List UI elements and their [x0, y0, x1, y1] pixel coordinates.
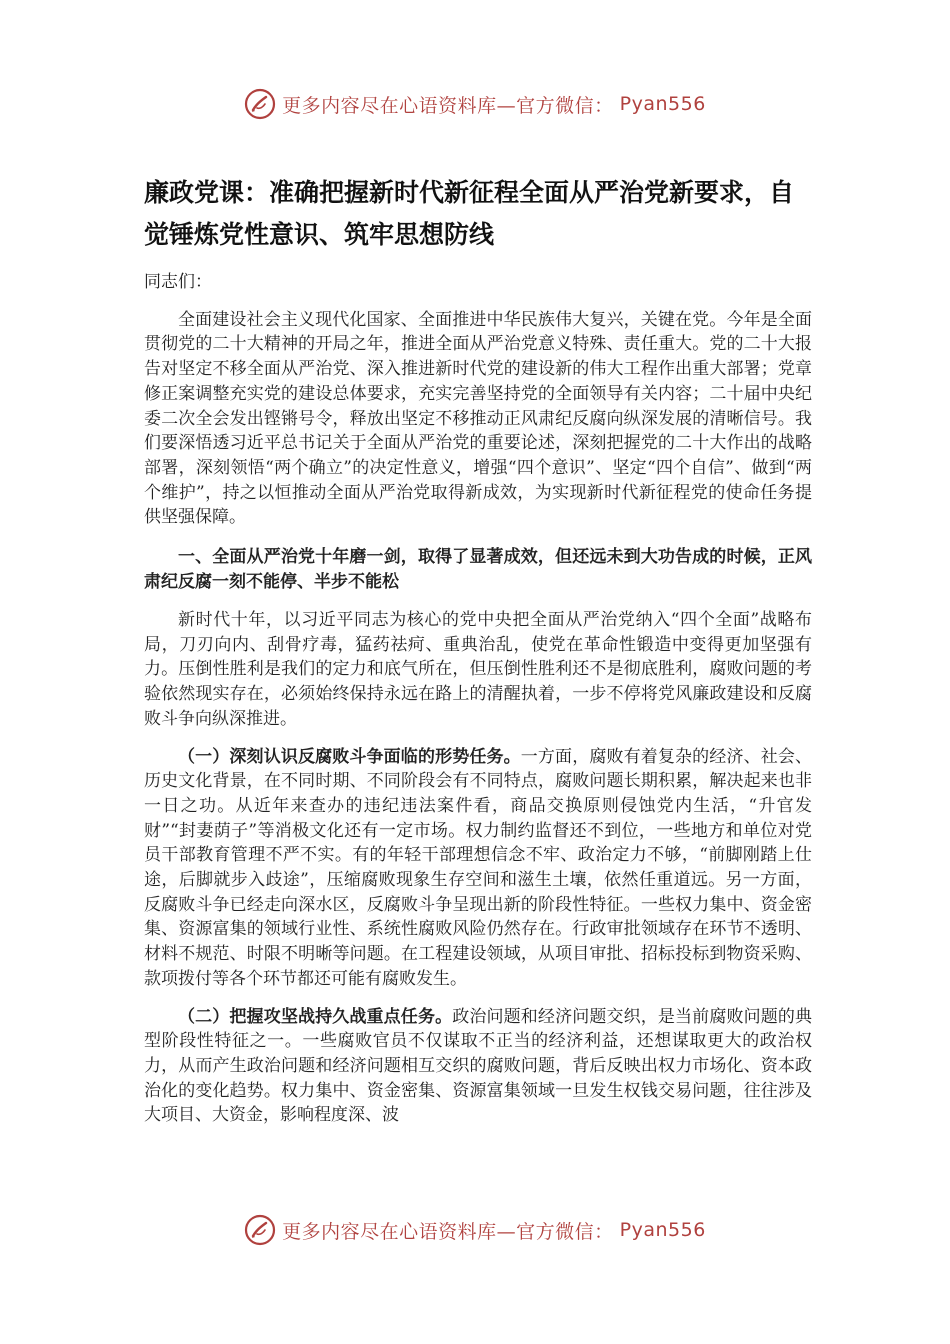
subsection-2-paragraph: [144, 1005, 812, 1129]
footer-watermark-banner: [0, 1210, 950, 1250]
greeting: 同志们：: [144, 272, 212, 292]
writing-hand-logo-icon: [244, 1214, 276, 1246]
subsection-1-body: 一方面，腐败有着复杂的经济、社会、历史文化背景，在不同时期、不同阶段会有不同特点，腐败问题长期积累，解决起来也非一日之功。从近年来查办的违纪违法案件看，商品交换原则侵蚀党内生活，“升官发财”“封妻荫子”等消极文化还有一定市场。权力制约监督还不到位，一些地方和单位对党员干部教育管理不严不实。有的年轻干部理想信念不牢、政治定力不够，“前脚刚踏上仕途，后脚就步入歧途”，压缩腐败现象生存空间和滋生土壤，依然任重道远。另一方面，反腐败斗争已经走向深水区，反腐败斗争呈现出新的阶段性特征。一些权力集中、资金密集、资源富集的领域行业性、系统性腐败风险仍然存在。行政审批领域存在环节不透明、材料不规范、时限不明晰等问题。在工程建设领域，从项目审批、招标投标到物资采购、款项拨付等各个环节都还可能有腐败发生。: [144, 746, 813, 989]
document-title: 廉政党课：准确把握新时代新征程全面从严治党新要求，自觉锤炼党性意识、筑牢思想防线: [144, 178, 795, 249]
banner-wechat-id: Pyan556: [619, 1219, 706, 1241]
intro-paragraph: 全面建设社会主义现代化国家、全面推进中华民族伟大复兴，关键在党。今年是全面贯彻党的二十大精神的开局之年，推进全面从严治党意义特殊、责任重大。党的二十大报告对坚定不移全面从严治党、深入推进新时代党的建设新的伟大工程作出重大部署；党章修正案调整充实党的建设总体要求，充实完善坚持党的全面领导有关内容；二十届中央纪委二次全会发出铿锵号令，释放出坚定不移推动正风肃纪反腐向纵深发展的清晰信号。我们要深悟透习近平总书记关于全面从严治党的重要论述，深刻把握党的二十大作出的战略部署，深刻领悟“两个确立”的决定性意义，增强“四个意识”、坚定“四个自信”、做到“两个维护”，持之以恒推动全面从严治党取得新成效，为实现新时代新征程党的使命任务提供坚强保障。: [144, 309, 812, 528]
document-body: [144, 172, 812, 1128]
section-1-paragraph: 新时代十年，以习近平同志为核心的党中央把全面从严治党纳入“四个全面”战略布局，刀刃向内、刮骨疗毒，猛药祛疴、重典治乱，使党在革命性锻造中变得更加坚强有力。压倒性胜利是我们的定力和底气所在，但压倒性胜利还不是彻底胜利，腐败问题的考验依然现实存在，必须始终保持永远在路上的清醒执着，一步不停将党风廉政建设和反腐败斗争向纵深推进。: [144, 610, 812, 729]
header-watermark-banner: [0, 84, 950, 124]
section-1-heading: 一、全面从严治党十年磨一剑，取得了显著成效，但还远未到大功告成的时候，正风肃纪反腐一刻不能停、半步不能松: [144, 547, 812, 593]
writing-hand-logo-icon: [244, 88, 276, 120]
subsection-1-lead: （一）深刻认识反腐败斗争面临的形势任务。: [178, 746, 521, 767]
banner-wechat-id: Pyan556: [619, 93, 706, 115]
subsection-1-paragraph: [144, 745, 812, 992]
subsection-2-lead: （二）把握攻坚战持久战重点任务。: [178, 1006, 453, 1027]
banner-text: 更多内容尽在心语资料库—官方微信：: [282, 94, 614, 117]
subsection-2-body: 政治问题和经济问题交织，是当前腐败问题的典型阶段性特征之一。一些腐败官员不仅谋取不正当的经济利益，还想谋取更大的政治权力，从而产生政治问题和经济问题相互交织的腐败问题，背后反映出权力市场化、资本政治化的变化趋势。权力集中、资金密集、资源富集领域一旦发生权钱交易问题，往往涉及大项目、大资金，影响程度深、波: [144, 1006, 813, 1126]
banner-text: 更多内容尽在心语资料库—官方微信：: [282, 1220, 614, 1243]
